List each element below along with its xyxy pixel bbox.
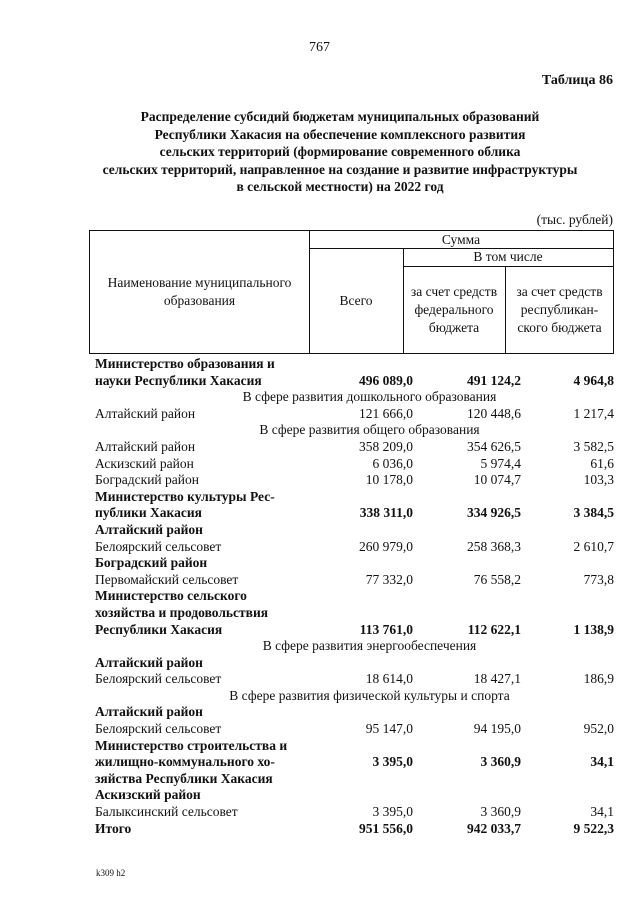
header-sum: Сумма	[441, 231, 481, 247]
table-row	[95, 406, 614, 423]
row-name-line: Республики Хакасия	[95, 621, 223, 637]
row-federal-value: 5 974,4	[480, 455, 521, 471]
table-row	[95, 472, 614, 489]
row-total-value: 951 556,0	[359, 820, 413, 836]
row-federal-value: 76 558,2	[473, 571, 521, 587]
row-republic-value: 773,8	[583, 571, 614, 587]
row-name-line: Итого	[95, 820, 132, 836]
table-row	[95, 572, 614, 589]
row-name	[95, 721, 305, 738]
row-federal-value: 354 626,5	[467, 438, 521, 454]
row-name	[95, 588, 305, 638]
row-federal-value: 112 622,1	[467, 621, 521, 637]
row-name-line: Алтайский район	[95, 704, 203, 720]
row-republic-value: 3 384,5	[573, 505, 614, 521]
row-republic-value: 9 522,3	[573, 820, 614, 836]
row-name	[95, 704, 305, 721]
row-name-line: Алтайский район	[95, 438, 196, 454]
title-line: Республики Хакасия на обеспечение комплексного развития	[154, 126, 526, 142]
row-total-value: 338 311,0	[359, 505, 413, 521]
row-federal-value: 3 360,9	[480, 804, 521, 820]
row-name	[95, 406, 305, 423]
table-row	[95, 456, 614, 473]
row-name	[95, 456, 305, 473]
row-total-value: 358 209,0	[359, 438, 413, 454]
row-name-line: Белоярский сельсовет	[95, 671, 222, 687]
header-total: Всего	[339, 292, 373, 308]
row-name-line: Алтайский район	[95, 654, 203, 670]
title-line: Распределение субсидий бюджетам муниципальных образований	[140, 109, 540, 124]
row-total-value: 3 395,0	[372, 804, 413, 820]
table-label: Таблица 86	[541, 73, 613, 88]
table-row	[95, 821, 614, 838]
row-total-value: 95 147,0	[365, 721, 413, 737]
row-name	[95, 787, 305, 804]
table-row	[95, 489, 614, 522]
row-federal-value: 18 427,1	[473, 671, 521, 687]
row-name-line: Министерство культуры Рес-	[95, 488, 275, 504]
table-row	[95, 356, 614, 389]
row-name-line: Боградский район	[95, 472, 199, 488]
table-row	[95, 655, 614, 672]
section-heading: В сфере развития дошкольного образования	[242, 389, 497, 405]
header-name-column: Наименование муниципального образования	[107, 275, 292, 308]
table-row	[95, 804, 614, 821]
row-name-line: Алтайский район	[95, 405, 196, 421]
row-total-value: 113 761,0	[359, 621, 413, 637]
row-name	[95, 804, 305, 821]
table-row	[95, 738, 614, 788]
row-name	[95, 522, 305, 539]
row-total-value: 6 036,0	[372, 455, 413, 471]
row-federal-value: 942 033,7	[467, 820, 521, 836]
row-name	[95, 572, 305, 589]
document-title	[80, 108, 600, 196]
table-row	[95, 671, 614, 688]
row-name	[95, 439, 305, 456]
table-row	[95, 539, 614, 556]
row-name-line: Министерство сельского	[95, 588, 247, 604]
row-republic-value: 103,3	[583, 472, 614, 488]
section-heading: В сфере развития энергообеспечения	[262, 638, 477, 654]
table-row	[95, 787, 614, 804]
row-name	[95, 356, 305, 389]
row-name-line: публики Хакасия	[95, 505, 202, 521]
row-name-line: Министерство образования и	[95, 356, 275, 371]
row-name-line: хозяйства и продовольствия	[95, 604, 269, 620]
row-name	[95, 655, 305, 672]
row-total-value: 77 332,0	[365, 571, 413, 587]
row-name-line: Белоярский сельсовет	[95, 721, 222, 737]
row-name-line: Аскизский район	[95, 455, 194, 471]
row-republic-value: 34,1	[590, 754, 614, 770]
row-name-line: Первомайский сельсовет	[95, 571, 239, 587]
table-row	[95, 522, 614, 539]
row-total-value: 18 614,0	[365, 671, 413, 687]
row-federal-value: 10 074,7	[473, 472, 521, 488]
row-republic-value: 3 582,5	[573, 438, 614, 454]
table-row	[95, 588, 614, 638]
row-total-value: 121 666,0	[359, 405, 413, 421]
row-total-value: 3 395,0	[372, 754, 413, 770]
header-federal: за счет средств федерального бюджета	[410, 283, 498, 335]
row-name	[95, 671, 305, 688]
row-republic-value: 4 964,8	[573, 372, 614, 388]
row-total-value: 10 178,0	[365, 472, 413, 488]
row-republic-value: 1 138,9	[573, 621, 614, 637]
table-row	[95, 721, 614, 738]
row-republic-value: 2 610,7	[573, 538, 614, 554]
header-republic: за счет средств республикан-ского бюджета	[516, 283, 603, 335]
section-heading: В сфере развития общего образования	[259, 422, 480, 438]
row-name	[95, 738, 305, 788]
row-total-value: 260 979,0	[359, 538, 413, 554]
row-name	[95, 555, 305, 572]
row-name-line: Аскизский район	[95, 787, 201, 803]
row-federal-value: 334 926,5	[467, 505, 521, 521]
row-republic-value: 1 217,4	[573, 405, 614, 421]
row-name-line: жилищно-коммунального хо-	[95, 754, 275, 770]
footer-code: k309 h2	[96, 868, 126, 878]
row-federal-value: 258 368,3	[467, 538, 521, 554]
row-name-line: зяйства Республики Хакасия	[95, 770, 273, 786]
table-row	[95, 439, 614, 456]
section-heading: В сфере развития физической культуры и спорта	[229, 687, 510, 703]
row-name-line: Алтайский район	[95, 521, 203, 537]
row-name-line: Министерство строительства и	[95, 737, 288, 753]
table-row	[95, 555, 614, 572]
row-republic-value: 61,6	[590, 455, 614, 471]
row-federal-value: 491 124,2	[467, 372, 521, 388]
row-name	[95, 539, 305, 556]
table-row	[95, 704, 614, 721]
row-name-line: Балыксинский сельсовет	[95, 804, 238, 820]
row-name-line: Боградский район	[95, 555, 208, 571]
title-line: в сельской местности) на 2022 год	[236, 179, 444, 195]
row-republic-value: 186,9	[583, 671, 614, 687]
row-federal-value: 120 448,6	[467, 405, 521, 421]
row-total-value: 496 089,0	[359, 372, 413, 388]
row-federal-value: 94 195,0	[473, 721, 521, 737]
header-including: В том числе	[473, 249, 543, 264]
title-line: сельских территорий (формирование современного облика	[159, 144, 521, 160]
row-federal-value: 3 360,9	[480, 754, 521, 770]
row-name	[95, 472, 305, 489]
row-name-line: науки Республики Хакасия	[95, 372, 262, 388]
page-number: 767	[309, 40, 330, 55]
table-header	[89, 230, 614, 354]
table-body	[95, 356, 614, 837]
row-name	[95, 821, 305, 838]
row-republic-value: 34,1	[590, 804, 614, 820]
row-name	[95, 489, 305, 522]
title-line: сельских территорий, направленное на создание и развитие инфраструктуры	[102, 161, 578, 177]
units-label: (тыс. рублей)	[536, 212, 613, 227]
row-name-line: Белоярский сельсовет	[95, 538, 222, 554]
row-republic-value: 952,0	[583, 721, 614, 737]
